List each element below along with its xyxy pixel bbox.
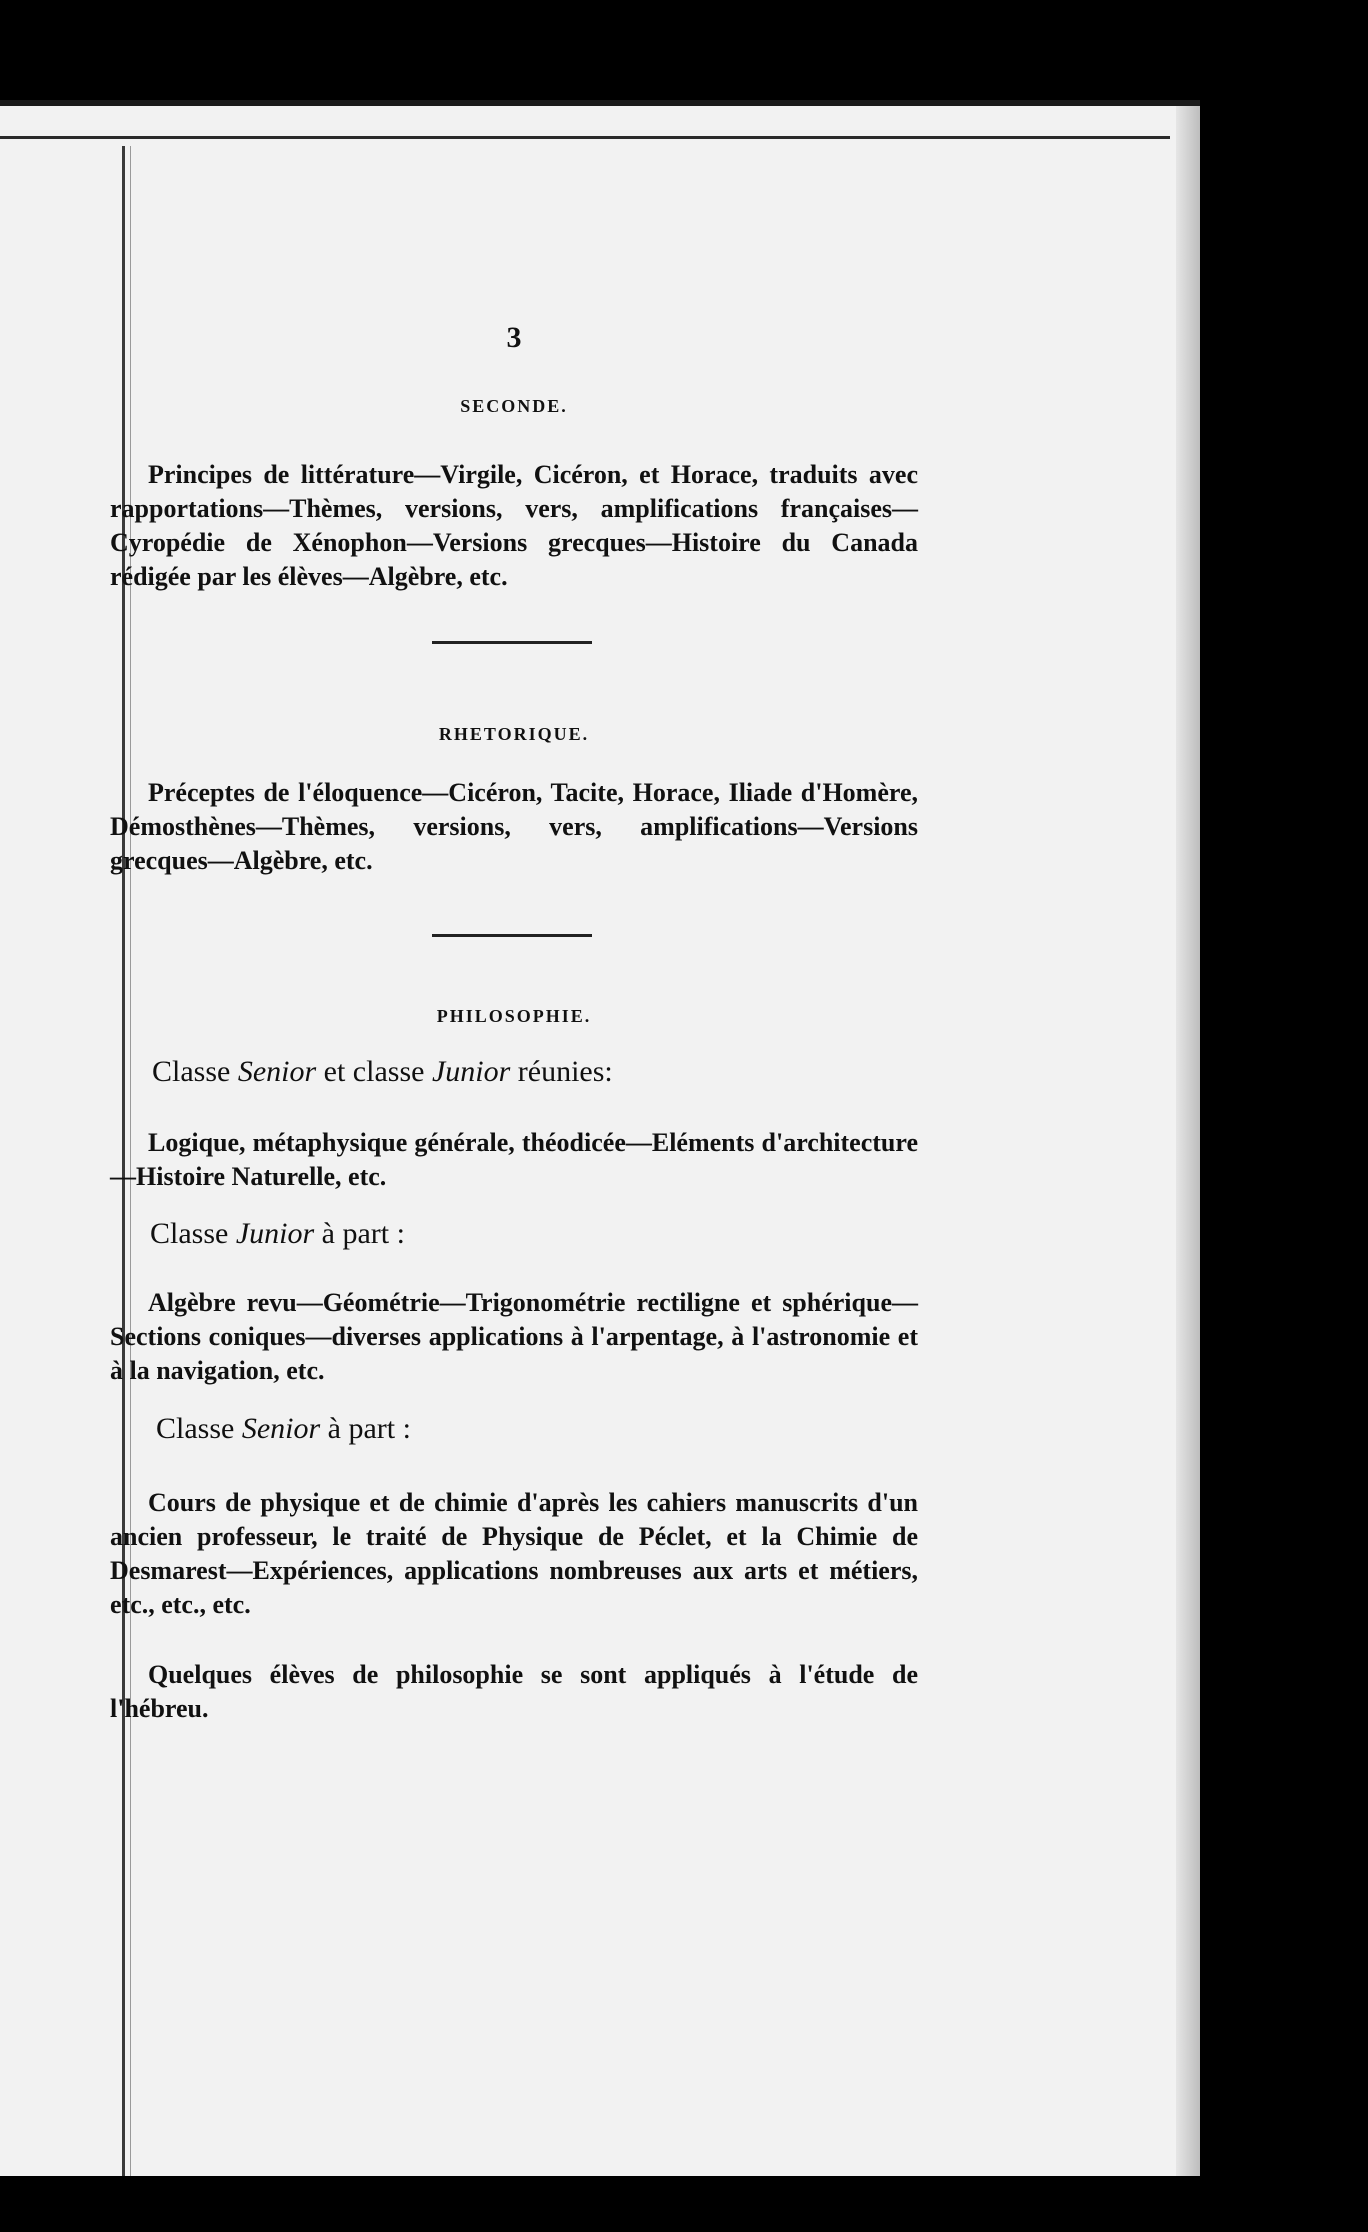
subheading-word: à part :	[327, 1412, 411, 1445]
paragraph-seconde: Principes de littérature—Virgile, Cicéron, et Horace, traduits avec rapportations—Thèmes, versions, vers, amplifications françaises—Cyropédie de Xénophon—Versions grecques—Histoire du Canada rédigée par les élèves—Algèbre, etc.	[110, 460, 918, 591]
paragraph-rhetorique: Préceptes de l'éloquence—Cicéron, Tacite, Horace, Iliade d'Homère, Démosthènes—Thèmes, versions, vers, amplifications—Versions grecques—Algèbre, etc.	[110, 778, 918, 875]
subheading-word: Classe	[150, 1217, 229, 1250]
subheading-senior	[156, 1411, 916, 1447]
section-title-philosophie: PHILOSOPHIE.	[436, 1006, 592, 1026]
document-page	[0, 100, 1200, 2176]
subheading-word: Classe	[152, 1055, 231, 1088]
section-divider	[432, 934, 592, 937]
page-number: 3	[506, 321, 522, 354]
section-divider	[432, 641, 592, 644]
subheading-word: réunies:	[517, 1055, 613, 1088]
subheading-junior	[150, 1216, 910, 1252]
paragraph-hebreu: Quelques élèves de philosophie se sont appliqués à l'étude de l'hébreu.	[110, 1660, 918, 1723]
section-title-rhetorique: RHETORIQUE.	[438, 724, 590, 744]
subheading-word: Senior	[237, 1055, 317, 1088]
paragraph-junior: Algèbre revu—Géométrie—Trigonométrie rectiligne et sphérique—Sections coniques—diverses applications à l'arpentage, à l'astronomie et à la navigation, etc.	[110, 1288, 918, 1385]
subheading-word: et classe	[323, 1055, 425, 1088]
subheading-reunies	[152, 1054, 912, 1090]
subheading-word: Senior	[241, 1412, 321, 1445]
subheading-word: Junior	[431, 1055, 511, 1088]
subheading-word: Junior	[235, 1217, 315, 1250]
subheading-word: à part :	[321, 1217, 405, 1250]
paragraph-reunies: Logique, métaphysique générale, théodicée—Eléments d'architecture—Histoire Naturelle, etc.	[110, 1128, 918, 1191]
paragraph-senior: Cours de physique et de chimie d'après les cahiers manuscrits d'un ancien professeur, le traité de Physique de Péclet, et la Chimie de Desmarest—Expériences, applications nombreuses aux arts et métiers, etc., etc., etc.	[110, 1488, 918, 1619]
page-edge	[1176, 106, 1200, 2176]
subheading-word: Classe	[156, 1412, 235, 1445]
section-title-seconde: SECONDE.	[460, 396, 568, 416]
top-border	[0, 136, 1170, 139]
